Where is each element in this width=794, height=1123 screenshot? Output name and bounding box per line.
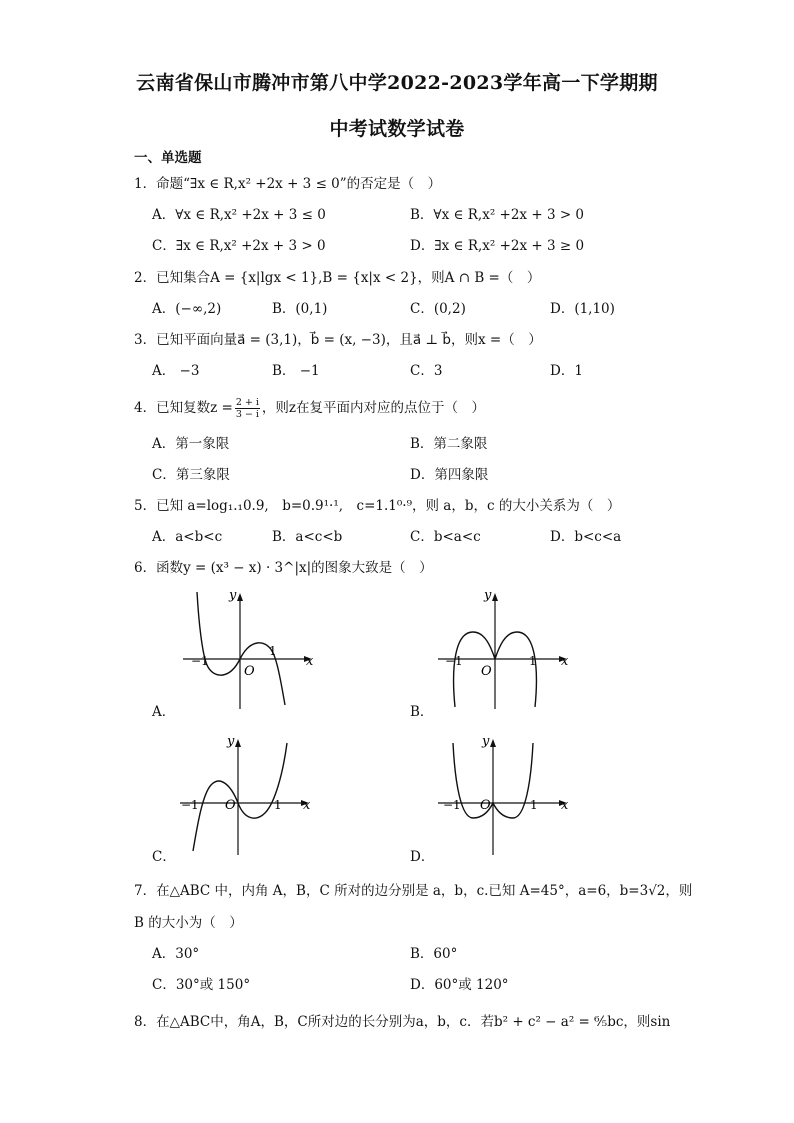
one-label: 1: [269, 644, 277, 658]
question-3-option-b: B． −1: [272, 363, 320, 379]
question-3-option-d: D．1: [550, 363, 583, 379]
one-label: 1: [530, 798, 538, 812]
y-label: y: [484, 588, 492, 603]
y-label: y: [227, 734, 235, 749]
question-3-stem: 3．已知平面向量a⃗ = (3,1)，b⃗ = (x, −3)，且a⃗ ⊥ b⃗，则x =（ ）: [134, 332, 542, 348]
question-4-fraction: [235, 397, 260, 420]
question-6-option-c: C．: [152, 849, 176, 865]
question-5-option-c: C．b<a<c: [410, 529, 481, 545]
neg-one-label: −1: [445, 654, 463, 668]
question-4-fraction-numerator: 2 + i: [235, 397, 259, 408]
x-label: x: [561, 654, 569, 669]
question-4-option-b: B．第二象限: [410, 436, 488, 452]
y-axis-arrow-icon: [492, 593, 498, 601]
question-6-stem: 6．函数y = (x³ − x) · 3^|x|的图象大致是（ ）: [134, 560, 433, 576]
y-label: y: [482, 734, 490, 749]
question-1-option-d: D．∃x ∈ R,x² +2x + 3 ≥ 0: [410, 238, 585, 254]
question-1-option-b: B．∀x ∈ R,x² +2x + 3 > 0: [410, 207, 585, 223]
question-1-stem: 1．命题“∃x ∈ R,x² +2x + 3 ≤ 0”的否定是（ ）: [134, 176, 442, 192]
neg-one-label: −1: [181, 798, 199, 812]
question-5-option-b: B．a<c<b: [272, 529, 343, 545]
question-2-option-a: A．(−∞,2): [152, 301, 222, 317]
question-2-option-c: C．(0,2): [410, 301, 466, 317]
question-8-stem: 8．在△ABC中，角A，B，C所对边的长分别为a，b，c．若b² + c² − a² = ⁶⁄₅bc，则sin: [134, 1014, 671, 1030]
y-axis-arrow-icon: [235, 739, 241, 747]
curve: [193, 743, 287, 851]
question-7-option-c: C．30°或 150°: [152, 977, 251, 993]
question-6-option-a: A．: [152, 704, 176, 720]
exam-title-line2: 中考试数学试卷: [329, 118, 465, 140]
question-5-option-d: D．b<c<a: [550, 529, 622, 545]
question-3-option-a: A． −3: [152, 363, 200, 379]
question-4-stem: [134, 396, 485, 420]
neg-one-label: −1: [191, 654, 209, 668]
question-5-option-a: A．a<b<c: [152, 529, 223, 545]
question-4-fraction-denominator: 3 − i: [235, 409, 259, 420]
graph-option-a: [175, 587, 320, 712]
question-4-stem-start: 4．已知复数z =: [134, 400, 233, 416]
question-4-stem-end: ，则z在复平面内对应的点位于（ ）: [261, 400, 486, 416]
question-2-option-d: D．(1,10): [550, 301, 615, 317]
y-axis-arrow-icon: [237, 593, 243, 601]
question-6-option-b: B．: [410, 704, 434, 720]
question-7-option-d: D．60°或 120°: [410, 977, 509, 993]
question-3-option-c: C．3: [410, 363, 443, 379]
question-6-option-d: D．: [410, 849, 435, 865]
graph-option-b: [433, 587, 578, 712]
question-5-stem: 5．已知 a=log₁.₁0.9, b=0.9¹·¹, c=1.1⁰·⁹，则 a，b，c 的大小关系为（ ）: [134, 498, 621, 514]
question-2-stem: 2．已知集合A = {x|lgx < 1},B = {x|x < 2}，则A ∩ B =（ ）: [134, 270, 541, 286]
one-label: 1: [274, 798, 282, 812]
exam-title-line1: 云南省保山市腾冲市第八中学2022-2023学年高一下学期期: [136, 72, 658, 94]
question-4-option-a: A．第一象限: [152, 436, 230, 452]
question-7-option-b: B．60°: [410, 946, 458, 962]
origin-label: O: [225, 798, 236, 813]
y-axis-arrow-icon: [490, 739, 496, 747]
section-heading: 一、单选题: [134, 150, 202, 166]
origin-label: O: [480, 798, 491, 813]
x-label: x: [303, 798, 311, 813]
question-2-option-b: B．(0,1): [272, 301, 328, 317]
question-4-option-d: D．第四象限: [410, 467, 489, 483]
x-label: x: [561, 798, 569, 813]
question-7-option-a: A．30°: [152, 946, 200, 962]
y-label: y: [229, 588, 237, 603]
question-1-option-a: A．∀x ∈ R,x² +2x + 3 ≤ 0: [152, 207, 326, 223]
x-label: x: [306, 654, 314, 669]
question-4-option-c: C．第三象限: [152, 467, 230, 483]
question-7-stem: 7．在△ABC 中，内角 A，B，C 所对的边分别是 a，b，c.已知 A=45°，a=6，b=3√2，则: [134, 883, 693, 899]
question-7-stem-continued: B 的大小为（ ）: [134, 915, 243, 931]
question-1-option-c: C．∃x ∈ R,x² +2x + 3 > 0: [152, 238, 326, 254]
one-label: 1: [529, 654, 537, 668]
neg-one-label: −1: [443, 798, 461, 812]
graph-option-c: [175, 733, 320, 858]
origin-label: O: [481, 664, 492, 679]
graph-option-d: [433, 733, 578, 858]
origin-label: O: [244, 664, 255, 679]
